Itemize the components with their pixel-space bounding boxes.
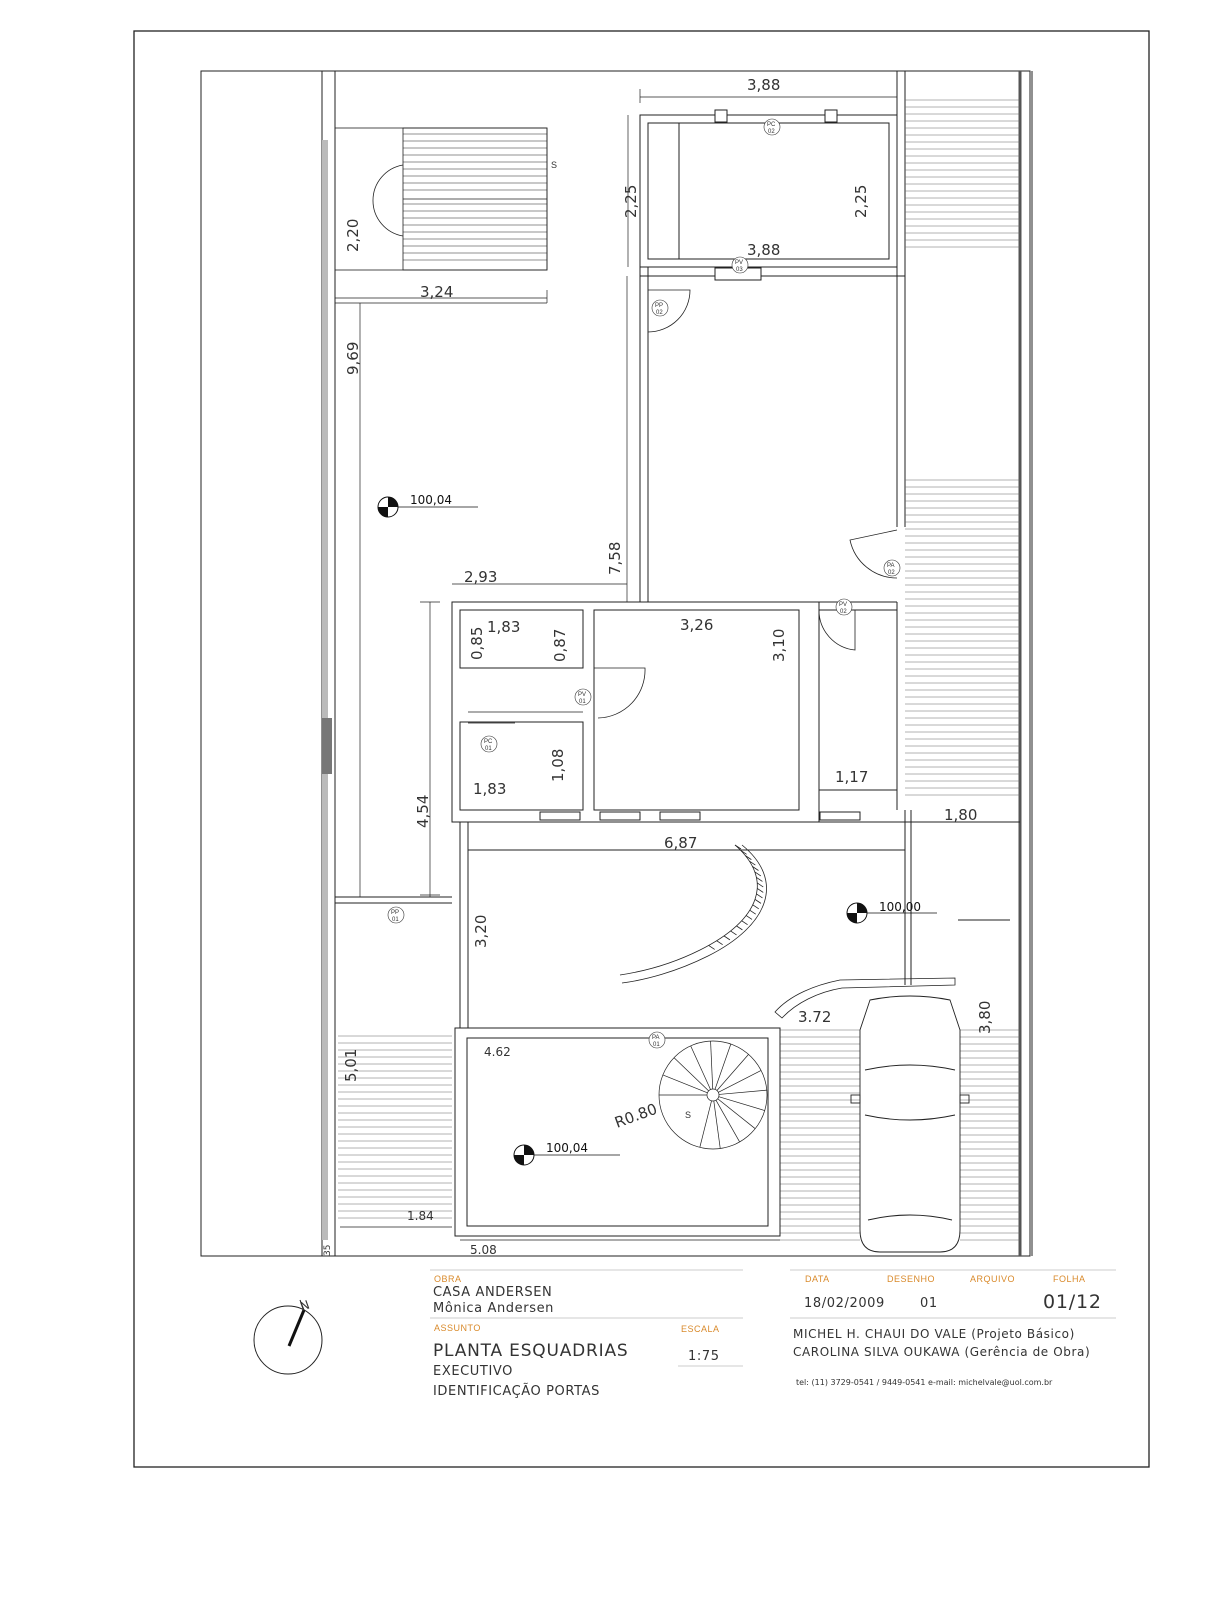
svg-text:PC: PC [484,739,493,745]
dim-4-62: 4.62 [484,1045,511,1059]
svg-text:01: 01 [579,699,586,705]
door-tag-pp02 [652,300,668,316]
dim-35: 35 [323,1244,333,1256]
svg-text:PP: PP [391,910,400,916]
svg-text:PV: PV [839,602,848,608]
elevation-3: 100,04 [546,1141,588,1155]
stair-treads [403,134,547,260]
north-arrow [254,1300,322,1374]
drawing-number: 01 [920,1296,938,1311]
stair-upper [335,128,547,298]
date: 18/02/2009 [804,1296,885,1311]
svg-text:PP: PP [655,303,664,309]
svg-text:PA: PA [652,1035,660,1041]
dim-7-58: 7,58 [606,541,624,575]
dim-1-08: 1,08 [549,748,567,782]
dim-2-25-left: 2,25 [622,184,640,218]
dim-1-84: 1.84 [407,1209,434,1223]
dim-2-93: 2,93 [464,568,498,586]
contact: tel: (11) 3729-0541 / 9449-0541 e-mail: michelvale@uol.com.br [796,1378,1053,1387]
assunto-label: ASSUNTO [434,1323,481,1333]
dim-3-88-mid: 3,88 [747,241,781,259]
scale: 1:75 [688,1349,720,1364]
dim-1-83-a: 1,83 [487,618,521,636]
north-label: N [298,1297,313,1314]
door-tag-pp01 [388,907,404,923]
folha-label: FOLHA [1053,1274,1086,1284]
svg-text:PC: PC [767,122,776,128]
dim-2-25-right: 2,25 [852,184,870,218]
dim-3-24: 3,24 [420,283,454,301]
deck-bottom-hatch [780,1030,1020,1240]
svg-text:PV: PV [578,692,587,698]
dim-3-10: 3,10 [770,628,788,662]
door-tag-pv01 [575,689,591,705]
dim-0-87: 0,87 [551,628,569,662]
svg-text:PV: PV [735,260,744,266]
dim-3-80: 3,80 [976,1000,994,1034]
svg-text:PA: PA [887,563,895,569]
dim-3-26: 3,26 [680,616,714,634]
obra-name: CASA ANDERSEN [433,1285,553,1300]
svg-text:01: 01 [485,746,492,752]
svg-text:02: 02 [840,609,847,615]
spiral-up-label: S [685,1110,692,1120]
dim-1-83-b: 1,83 [473,780,507,798]
dim-5-08: 5.08 [470,1243,497,1257]
sheet-number: 01/12 [1043,1291,1102,1313]
door-swings [594,290,897,1085]
upper-room [640,71,905,602]
stair-up-label: S [551,160,558,170]
curved-glass-wall [620,845,767,983]
svg-text:02: 02 [656,310,663,316]
dim-6-87: 6,87 [664,834,698,852]
escala-label: ESCALA [681,1324,720,1334]
door-tag-pv02 [836,599,852,615]
svg-text:01: 01 [653,1042,660,1048]
door-tag-pv03 [732,257,748,273]
dim-4-54: 4,54 [414,794,432,828]
dim-r0-80: R0.80 [612,1099,660,1132]
svg-text:03: 03 [736,267,743,273]
data-label: DATA [805,1274,830,1284]
author-1: MICHEL H. CHAUI DO VALE (Projeto Básico) [793,1327,1075,1341]
subject: PLANTA ESQUADRIAS [433,1341,629,1361]
elevation-2: 100,00 [879,900,921,914]
dim-3-20: 3,20 [472,914,490,948]
car-outline [851,996,969,1252]
dim-1-17: 1,17 [835,768,869,786]
dim-3-88-top: 3,88 [747,76,781,94]
door-tag-pa01 [649,1032,665,1048]
elevation-1: 100,04 [410,493,452,507]
door-tag-pc01 [481,736,497,752]
dim-5-01: 5,01 [342,1048,360,1082]
dim-9-69: 9,69 [344,341,362,375]
subject-line-2: IDENTIFICAÇÃO PORTAS [433,1384,600,1399]
svg-text:02: 02 [888,570,895,576]
dim-1-80: 1,80 [944,806,978,824]
sheet-border [134,31,1149,1467]
deck-right-hatch [905,100,1020,795]
dim-3-72: 3.72 [798,1008,832,1026]
author-2: CAROLINA SILVA OUKAWA (Gerência de Obra) [793,1345,1091,1359]
obra-label: OBRA [434,1274,462,1284]
svg-text:02: 02 [768,129,775,135]
door-tag-pc02 [764,119,780,135]
subject-line-1: EXECUTIVO [433,1364,513,1379]
door-tag-pa02 [884,560,900,576]
desenho-label: DESENHO [887,1274,936,1284]
svg-text:01: 01 [392,917,399,923]
dim-2-20: 2,20 [344,218,362,252]
arquivo-label: ARQUIVO [970,1274,1016,1284]
dim-0-85: 0,85 [468,626,486,660]
client-name: Mônica Andersen [433,1301,555,1316]
